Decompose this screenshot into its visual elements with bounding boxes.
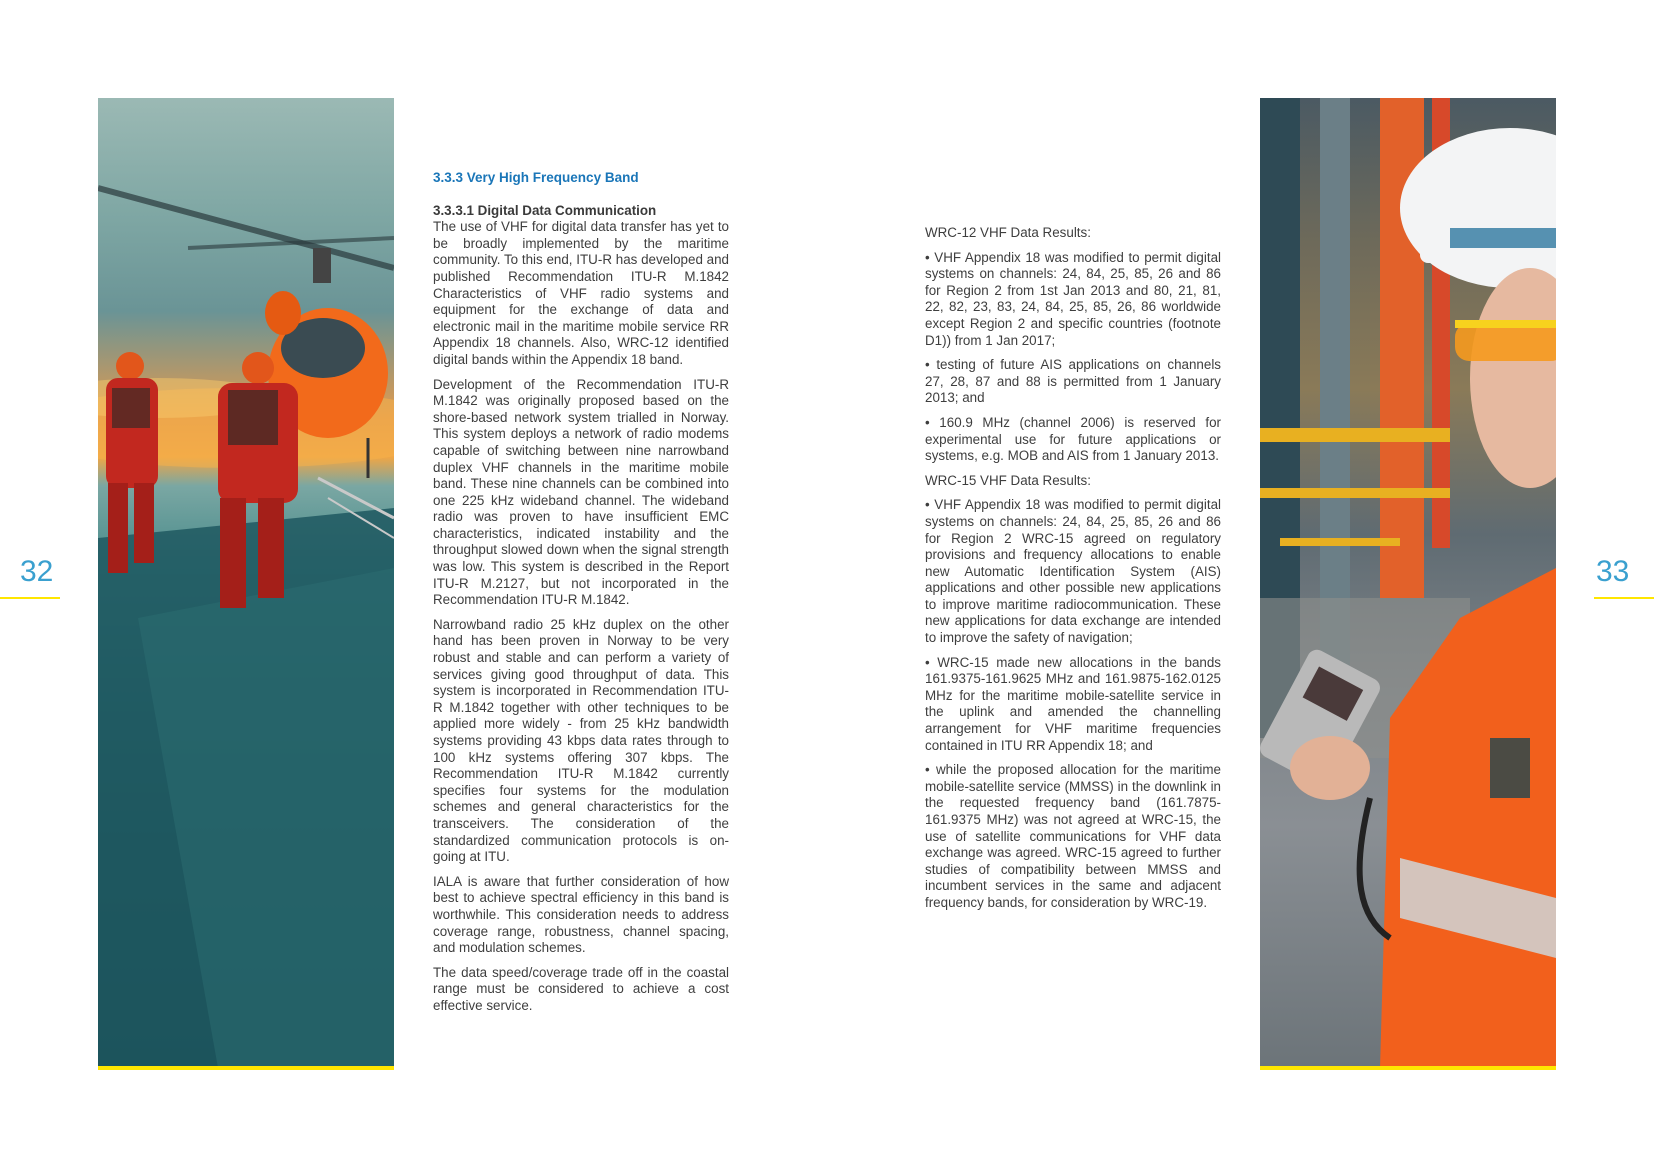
paragraph: The use of VHF for digital data transfer has yet to be broadly implemented by the maritime community. To this end, ITU-R has developed and published Recommendation ITU-R M.1842 Characteristics of VHF radio systems and equipment for the exchange of data and electronic mail in the maritime mobile service RR Appendix 18 channels. Also, WRC-12 identified digital bands within the Appendix 18 band. [433, 219, 729, 367]
helicopter-deck-illustration [98, 98, 394, 1068]
bullet-item: • VHF Appendix 18 was modified to permit digital systems on channels: 24, 84, 25, 85, 26 and 86 for Region 2 from 1st Jan 2013 and 80, 21, 81, 22, 82, 23, 83, 24, 84, 25, 85, 26, 86 worldwide except Region 2 and specific countries (footnote D1)) from 1 Jan 2017; [925, 249, 1221, 348]
section-heading: 3.3.3 Very High Frequency Band [433, 170, 639, 185]
paragraph: Development of the Recommendation ITU-R M.1842 was originally proposed based on the shore-based network system trialled in Norway. This system deploys a network of radio modems capable of switching between nine narrowband duplex VHF channels in the maritime mobile band. These nine channels can be combined into one 225 kHz wideband channel. The wideband radio was proven to have insufficient EMC characteristics, indicated instability and the throughput slowed down when the signal strength was low. This system is described in the Report ITU-R M.2127, but not incorporated in the Recommendation ITU-R M.1842. [433, 376, 729, 608]
paragraph: IALA is aware that further consideration of how best to achieve spectral efficiency in this band is worthwhile. This consideration needs to address coverage range, robustness, channel spacing, and modulation schemes. [433, 873, 729, 956]
wrc12-label: WRC-12 VHF Data Results: [925, 225, 1091, 240]
helicopter-deck-photo [98, 98, 394, 1068]
right-photo-bottom-rule [1260, 1066, 1556, 1070]
bullet-item: • VHF Appendix 18 was modified to permit digital systems on channels: 24, 84, 25, 85, 26 and 86 for Region 2 WRC-15 agreed on regulatory provisions and frequency allocations to enable new Automatic Identification System (AIS) applications and other possible new applications to improve maritime radiocommunication. These new applications for data exchange are intended to improve the safety of navigation; [925, 497, 1221, 646]
bullet-item: • while the proposed allocation for the maritime mobile-satellite service (MMSS) in the downlink in the requested frequency band (161.7875-161.9375 MHz) was not agreed at WRC-15, the use of satellite communications for VHF data exchange was agreed. WRC-15 agreed to further studies of compatibility between MMSS and incumbent services in the same and adjacent frequency bands, for consideration by WRC-19. [925, 762, 1221, 910]
left-photo-bottom-rule [98, 1066, 394, 1070]
paragraph: The data speed/coverage trade off in the coastal range must be considered to achieve a cost effective service. [433, 964, 729, 1013]
page-number-left: 32 [20, 555, 54, 588]
paragraph: Narrowband radio 25 kHz duplex on the other hand has been proven in Norway to be very robust and stable and can perform a variety of services giving good throughput of data. This system is incorporated in Recommendation ITU-R M.1842 together with other techniques to be applied more widely - from 25 kHz bandwidth systems providing 43 kbps data rates through to 100 kHz systems offering 307 kbps. The Recommendation ITU-R M.1842 currently specifies four systems for the modulation schemes and general characteristics for the transceivers. The consideration of the standardized communication protocols is on-going at ITU. [433, 616, 729, 865]
page-number-right: 33 [1596, 555, 1630, 588]
offshore-worker-photo [1260, 98, 1556, 1068]
left-text-column [433, 170, 729, 1023]
bullet-item: • 160.9 MHz (channel 2006) is reserved for experimental use for future applications or systems, e.g. MOB and AIS from 1 January 2013. [925, 414, 1221, 464]
offshore-worker-illustration [1260, 98, 1556, 1068]
page-number-right-rule [1594, 597, 1654, 599]
right-text-column [925, 225, 1221, 920]
bullet-item: • testing of future AIS applications on channels 27, 28, 87 and 88 is permitted from 1 January 2013; and [925, 357, 1221, 406]
page-number-left-rule [0, 597, 60, 599]
bullet-item: • WRC-15 made new allocations in the bands 161.9375-161.9625 MHz and 161.9875-162.0125 MHz for the maritime mobile-satellite service in the uplink and amended the channelling arrangement for VHF maritime frequencies contained in ITU RR Appendix 18; and [925, 654, 1221, 753]
subsection-heading: 3.3.3.1 Digital Data Communication [433, 202, 657, 218]
wrc15-label: WRC-15 VHF Data Results: [925, 472, 1091, 488]
